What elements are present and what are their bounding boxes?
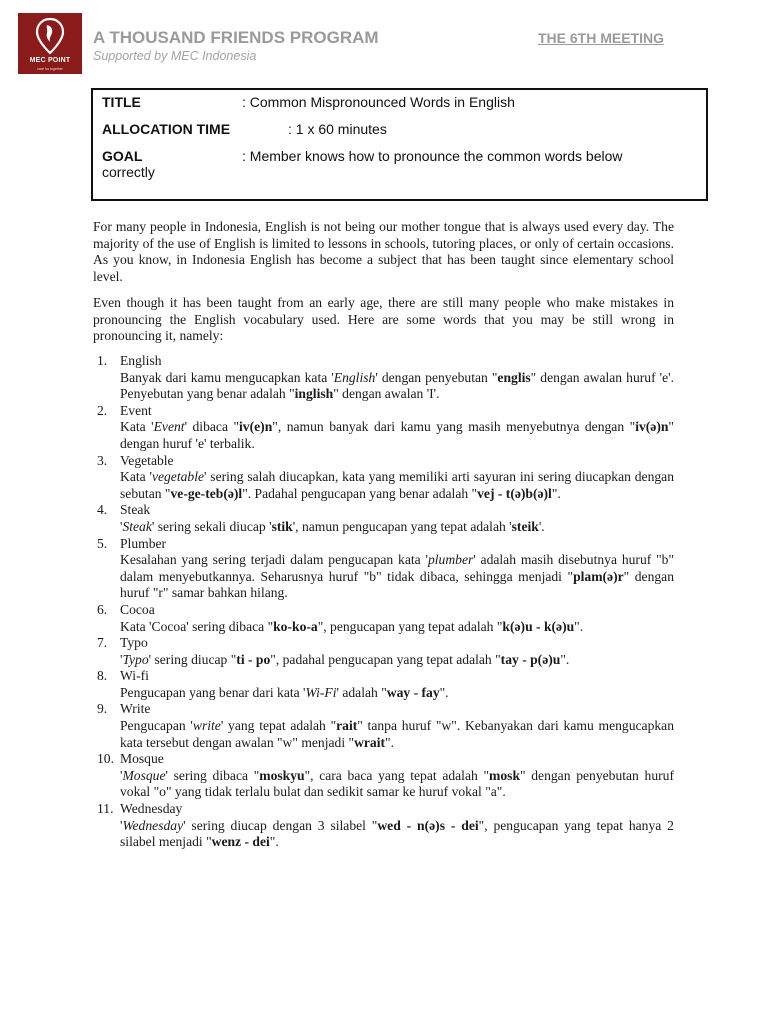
description-text: ", pengucapan yang tepat adalah " xyxy=(317,618,503,634)
word-description xyxy=(120,519,674,536)
time-label: ALLOCATION TIME xyxy=(102,121,231,137)
list-number: 4. xyxy=(97,502,108,518)
word-description xyxy=(120,370,674,403)
list-item xyxy=(93,453,674,503)
pronunciation-text: inglish xyxy=(294,386,334,402)
word-description xyxy=(120,652,674,669)
description-text: " dengan awalan huruf 'e'. Penyebutan yang benar adalah " xyxy=(120,369,674,402)
description-text: Kata ' xyxy=(120,469,152,485)
word-description xyxy=(120,419,674,452)
word-description xyxy=(120,768,674,801)
list-item xyxy=(93,403,674,453)
word-italic: Typo xyxy=(122,651,149,667)
word-italic: Wednesday xyxy=(122,817,184,833)
list-number: 5. xyxy=(97,535,108,551)
list-item xyxy=(93,635,674,668)
description-text: Kata 'Cocoa' sering dibaca " xyxy=(120,618,274,634)
location-pin-icon xyxy=(35,17,65,55)
word-description xyxy=(120,619,674,636)
list-number: 6. xyxy=(97,601,108,617)
list-number: 1. xyxy=(97,353,108,368)
word-italic: Mosque xyxy=(122,767,166,783)
description-text: ' xyxy=(120,651,123,667)
intro-paragraph-2: Even though it has been taught from an early age, there are still many people who make mistakes in pronouncing the English vocabulary used. Here are some words that you may be still wrong in pronouncing it, namely: xyxy=(93,295,674,344)
pronunciation-text: vej - t(ə)b(ə)l xyxy=(477,485,552,501)
description-text: ". xyxy=(574,618,584,634)
description-text: ". xyxy=(439,684,449,700)
pronunciation-text: tay - p(ə)u xyxy=(500,651,561,667)
list-item xyxy=(93,751,674,801)
word-heading: Event xyxy=(120,402,152,418)
description-text: ' yang tepat adalah " xyxy=(220,718,337,734)
pronunciation-text: k(ə)u - k(ə)u xyxy=(502,618,575,634)
word-italic: vegetable xyxy=(151,469,205,485)
pronunciation-text: ti - po xyxy=(236,651,271,667)
list-item xyxy=(93,353,674,403)
list-number: 8. xyxy=(97,668,108,684)
info-box xyxy=(91,88,708,201)
word-italic: Steak xyxy=(122,518,152,534)
word-heading: Wednesday xyxy=(120,801,183,817)
description-text: ", padahal pengucapan yang tepat adalah " xyxy=(270,651,501,667)
pronunciation-text: ve-ge-teb(ə)l xyxy=(170,485,243,501)
pronunciation-text: steik xyxy=(511,518,539,534)
description-text: ", pengucapan yang tepat hanya 2 silabel menjadi " xyxy=(120,817,674,850)
list-item xyxy=(93,602,674,635)
word-heading: Plumber xyxy=(120,535,167,551)
intro-paragraph-1: For many people in Indonesia, English is not being our mother tongue that is always used every day. The majority of the use of English is limited to lessons in schools, tutoring places, or only of certain occasions. As you know, in Indonesia English has become a subject that has been taught since elementary school level. xyxy=(93,219,674,284)
description-text: ' adalah masih disebutnya huruf "b" dalam menyebutkannya. Seharusnya huruf "b" tidak dibaca, sehingga menjadi " xyxy=(120,552,674,584)
list-number: 11. xyxy=(97,801,114,817)
pronunciation-text: way - fay xyxy=(386,684,440,700)
pronunciation-text: plam(ə)r xyxy=(573,568,624,584)
word-heading: Mosque xyxy=(120,751,164,767)
pronunciation-text: mosk xyxy=(489,767,521,783)
pronunciation-text: rait xyxy=(336,718,358,734)
pronunciation-text: ko-ko-a xyxy=(273,618,318,634)
description-text: " dengan huruf 'e' terbalik. xyxy=(120,419,674,451)
word-heading: English xyxy=(120,353,162,368)
pronunciation-text: wenz - dei xyxy=(211,834,270,850)
list-number: 7. xyxy=(97,635,108,651)
description-text: " dengan penyebutan huruf vokal "o" yang tidak terlalu bulat dan sedikit samar ke huruf vokal "a". xyxy=(120,767,674,800)
description-text: " dengan awalan 'I'. xyxy=(333,386,440,402)
word-heading: Steak xyxy=(120,502,151,518)
description-text: ". xyxy=(560,651,570,667)
list-item xyxy=(93,502,674,535)
word-heading: Wi-fi xyxy=(120,668,149,684)
description-text: ". Padahal pengucapan yang benar adalah " xyxy=(242,485,478,501)
title-value: : Common Mispronounced Words in English xyxy=(242,94,515,110)
description-text: ' dibaca " xyxy=(184,419,240,435)
description-text: ', namun pengucapan yang tepat adalah ' xyxy=(292,518,512,534)
description-text: " dengan huruf "r" samar bahkan hilang. xyxy=(120,568,675,601)
word-list xyxy=(93,353,674,851)
meeting-label: THE 6TH MEETING xyxy=(538,30,665,46)
word-italic: plumber xyxy=(427,552,474,568)
goal-value-continued: correctly xyxy=(102,164,155,180)
word-heading: Cocoa xyxy=(120,601,155,617)
word-description xyxy=(120,469,674,502)
list-number: 10. xyxy=(97,751,114,767)
word-italic: write xyxy=(192,718,221,734)
description-text: Pengucapan yang benar dari kata ' xyxy=(120,684,306,700)
description-text: ' sering salah diucapkan, kata yang memiliki arti sayuran ini sering diucapkan dengan sebutan " xyxy=(120,469,674,501)
description-text: " tanpa huruf "w". Kebanyakan dari kamu mengucapkan kata tersebut dengan awalan "w" menjadi " xyxy=(120,718,674,750)
logo-text: MEC POINT xyxy=(29,57,71,64)
description-text: ' xyxy=(120,767,123,783)
description-text: ' sering diucap " xyxy=(148,651,237,667)
list-item xyxy=(93,536,674,602)
word-description xyxy=(120,552,674,602)
pronunciation-text: iv(ə)n xyxy=(635,419,669,435)
description-text: ". xyxy=(269,834,279,850)
list-number: 9. xyxy=(97,701,108,717)
pronunciation-text: moskyu xyxy=(259,767,305,783)
word-heading: Typo xyxy=(120,635,148,651)
description-text: ' sering dibaca " xyxy=(165,767,260,783)
description-text: ", cara baca yang tepat adalah " xyxy=(304,767,490,783)
pronunciation-text: iv(e)n xyxy=(239,419,273,435)
word-description xyxy=(120,685,674,702)
pronunciation-text: wrait xyxy=(354,734,386,750)
goal-label: GOAL xyxy=(102,148,143,164)
program-title: A THOUSAND FRIENDS PROGRAM xyxy=(93,28,379,47)
mec-point-logo xyxy=(18,13,82,74)
description-text: ' sering sekali diucap ' xyxy=(151,518,272,534)
description-text: ". xyxy=(551,485,561,501)
word-italic: Wi-Fi xyxy=(305,684,337,700)
description-text: ' xyxy=(120,518,123,534)
list-number: 3. xyxy=(97,452,108,468)
description-text: Kata ' xyxy=(120,419,154,435)
list-number: 2. xyxy=(97,402,108,418)
description-text: ", namun banyak dari kamu yang masih menyebutnya dengan " xyxy=(272,419,636,435)
pronunciation-text: wed - n(ə)s - dei xyxy=(377,817,479,833)
description-text: ' sering diucap dengan 3 silabel " xyxy=(183,817,378,833)
description-text: ' dengan penyebutan " xyxy=(375,369,498,385)
pronunciation-text: englis xyxy=(497,369,531,385)
word-description xyxy=(120,718,674,751)
time-value: : 1 x 60 minutes xyxy=(288,121,387,137)
title-label: TITLE xyxy=(102,94,141,110)
description-text: ' adalah " xyxy=(336,684,387,700)
description-text: Kesalahan yang sering terjadi dalam pengucapan kata ' xyxy=(120,552,428,568)
description-text: ". xyxy=(385,734,394,750)
word-italic: English xyxy=(333,369,376,385)
description-text: '. xyxy=(538,518,545,534)
logo-tagline: care for together xyxy=(37,67,63,71)
pronunciation-text: stik xyxy=(271,518,293,534)
description-text: Banyak dari kamu mengucapkan kata ' xyxy=(120,369,334,385)
word-italic: Event xyxy=(153,419,185,435)
list-item xyxy=(93,701,674,751)
word-heading: Vegetable xyxy=(120,452,174,468)
word-description xyxy=(120,818,674,851)
list-item xyxy=(93,801,674,851)
goal-value: : Member knows how to pronounce the common words below xyxy=(242,148,623,164)
program-subtitle: Supported by MEC Indonesia xyxy=(93,49,257,63)
description-text: ' xyxy=(120,817,123,833)
description-text: Pengucapan ' xyxy=(120,718,193,734)
list-item xyxy=(93,668,674,701)
word-heading: Write xyxy=(120,701,151,717)
